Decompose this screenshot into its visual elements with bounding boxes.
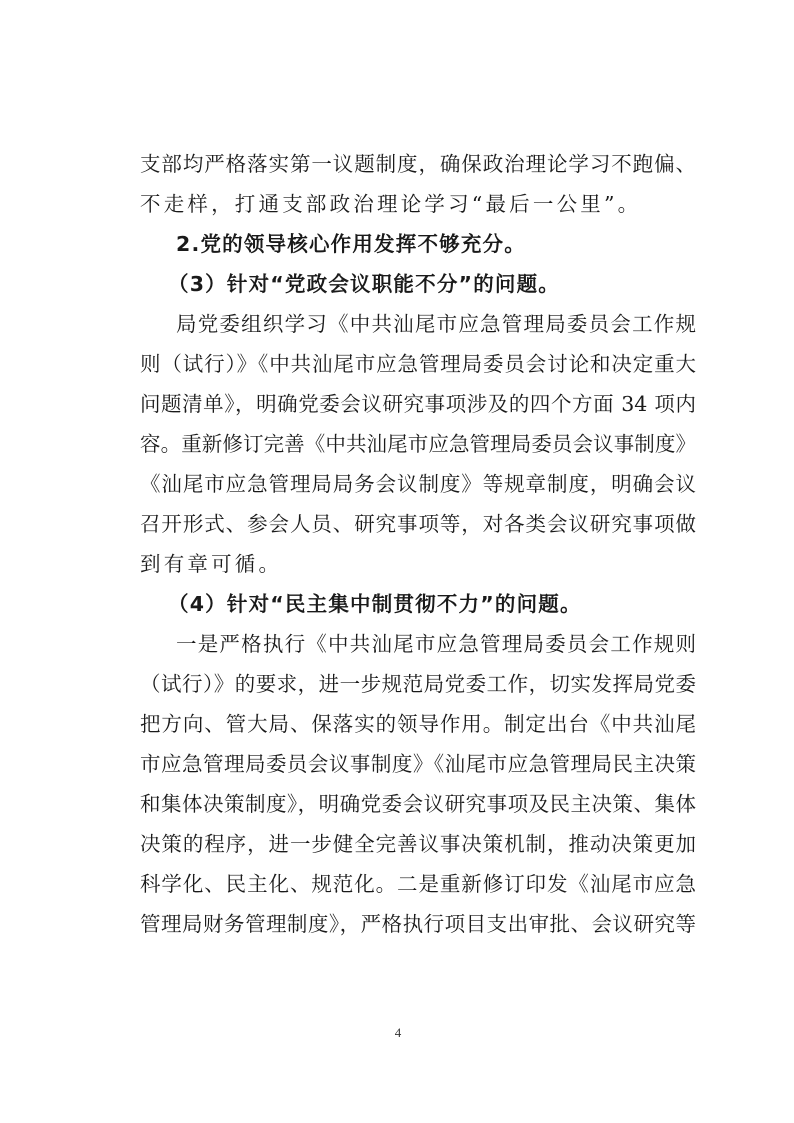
body-line: 把方向、管大局、保落实的领导作用。制定出台《中共汕尾 — [140, 712, 696, 736]
body-line: 科学化、民主化、规范化。二是重新修订印发《汕尾市应急 — [140, 872, 696, 896]
body-line: 决策的程序，进一步健全完善议事决策机制，推动决策更加 — [140, 832, 696, 856]
body-line: 不走样，打通支部政治理论学习“最后一公里”。 — [140, 192, 642, 216]
paragraph-first-line: 一是严格执行《中共汕尾市应急管理局委员会工作规则 — [176, 632, 696, 656]
body-line: 问题清单》，明确党委会议研究事项涉及的四个方面 34 项内 — [140, 392, 696, 416]
body-line: 召开形式、参会人员、研究事项等，对各类会议研究事项做 — [140, 512, 696, 536]
body-line: 市应急管理局委员会议事制度》《汕尾市应急管理局民主决策 — [140, 752, 696, 776]
body-line: 支部均严格落实第一议题制度，确保政治理论学习不跑偏、 — [140, 152, 696, 176]
page-body — [140, 144, 696, 944]
body-line: 则（试行）》《中共汕尾市应急管理局委员会讨论和决定重大 — [140, 352, 696, 376]
subsection-heading: （4）针对“民主集中制贯彻不力”的问题。 — [168, 592, 582, 616]
body-line: （试行）》的要求，进一步规范局党委工作，切实发挥局党委 — [140, 672, 696, 696]
body-line: 《汕尾市应急管理局局务会议制度》等规章制度，明确会议 — [140, 472, 696, 496]
subsection-heading: （3）针对“党政会议职能不分”的问题。 — [168, 272, 561, 296]
body-line: 和集体决策制度》，明确党委会议研究事项及民主决策、集体 — [140, 792, 696, 816]
paragraph-first-line: 局党委组织学习《中共汕尾市应急管理局委员会工作规 — [176, 312, 696, 336]
body-line: 到有章可循。 — [140, 552, 283, 576]
page-number: 4 — [394, 1025, 402, 1040]
section-heading: 2.党的领导核心作用发挥不够充分。 — [176, 232, 526, 256]
body-line: 容。重新修订完善《中共汕尾市应急管理局委员会议事制度》 — [140, 432, 696, 456]
body-line: 管理局财务管理制度》，严格执行项目支出审批、会议研究等 — [140, 912, 696, 936]
